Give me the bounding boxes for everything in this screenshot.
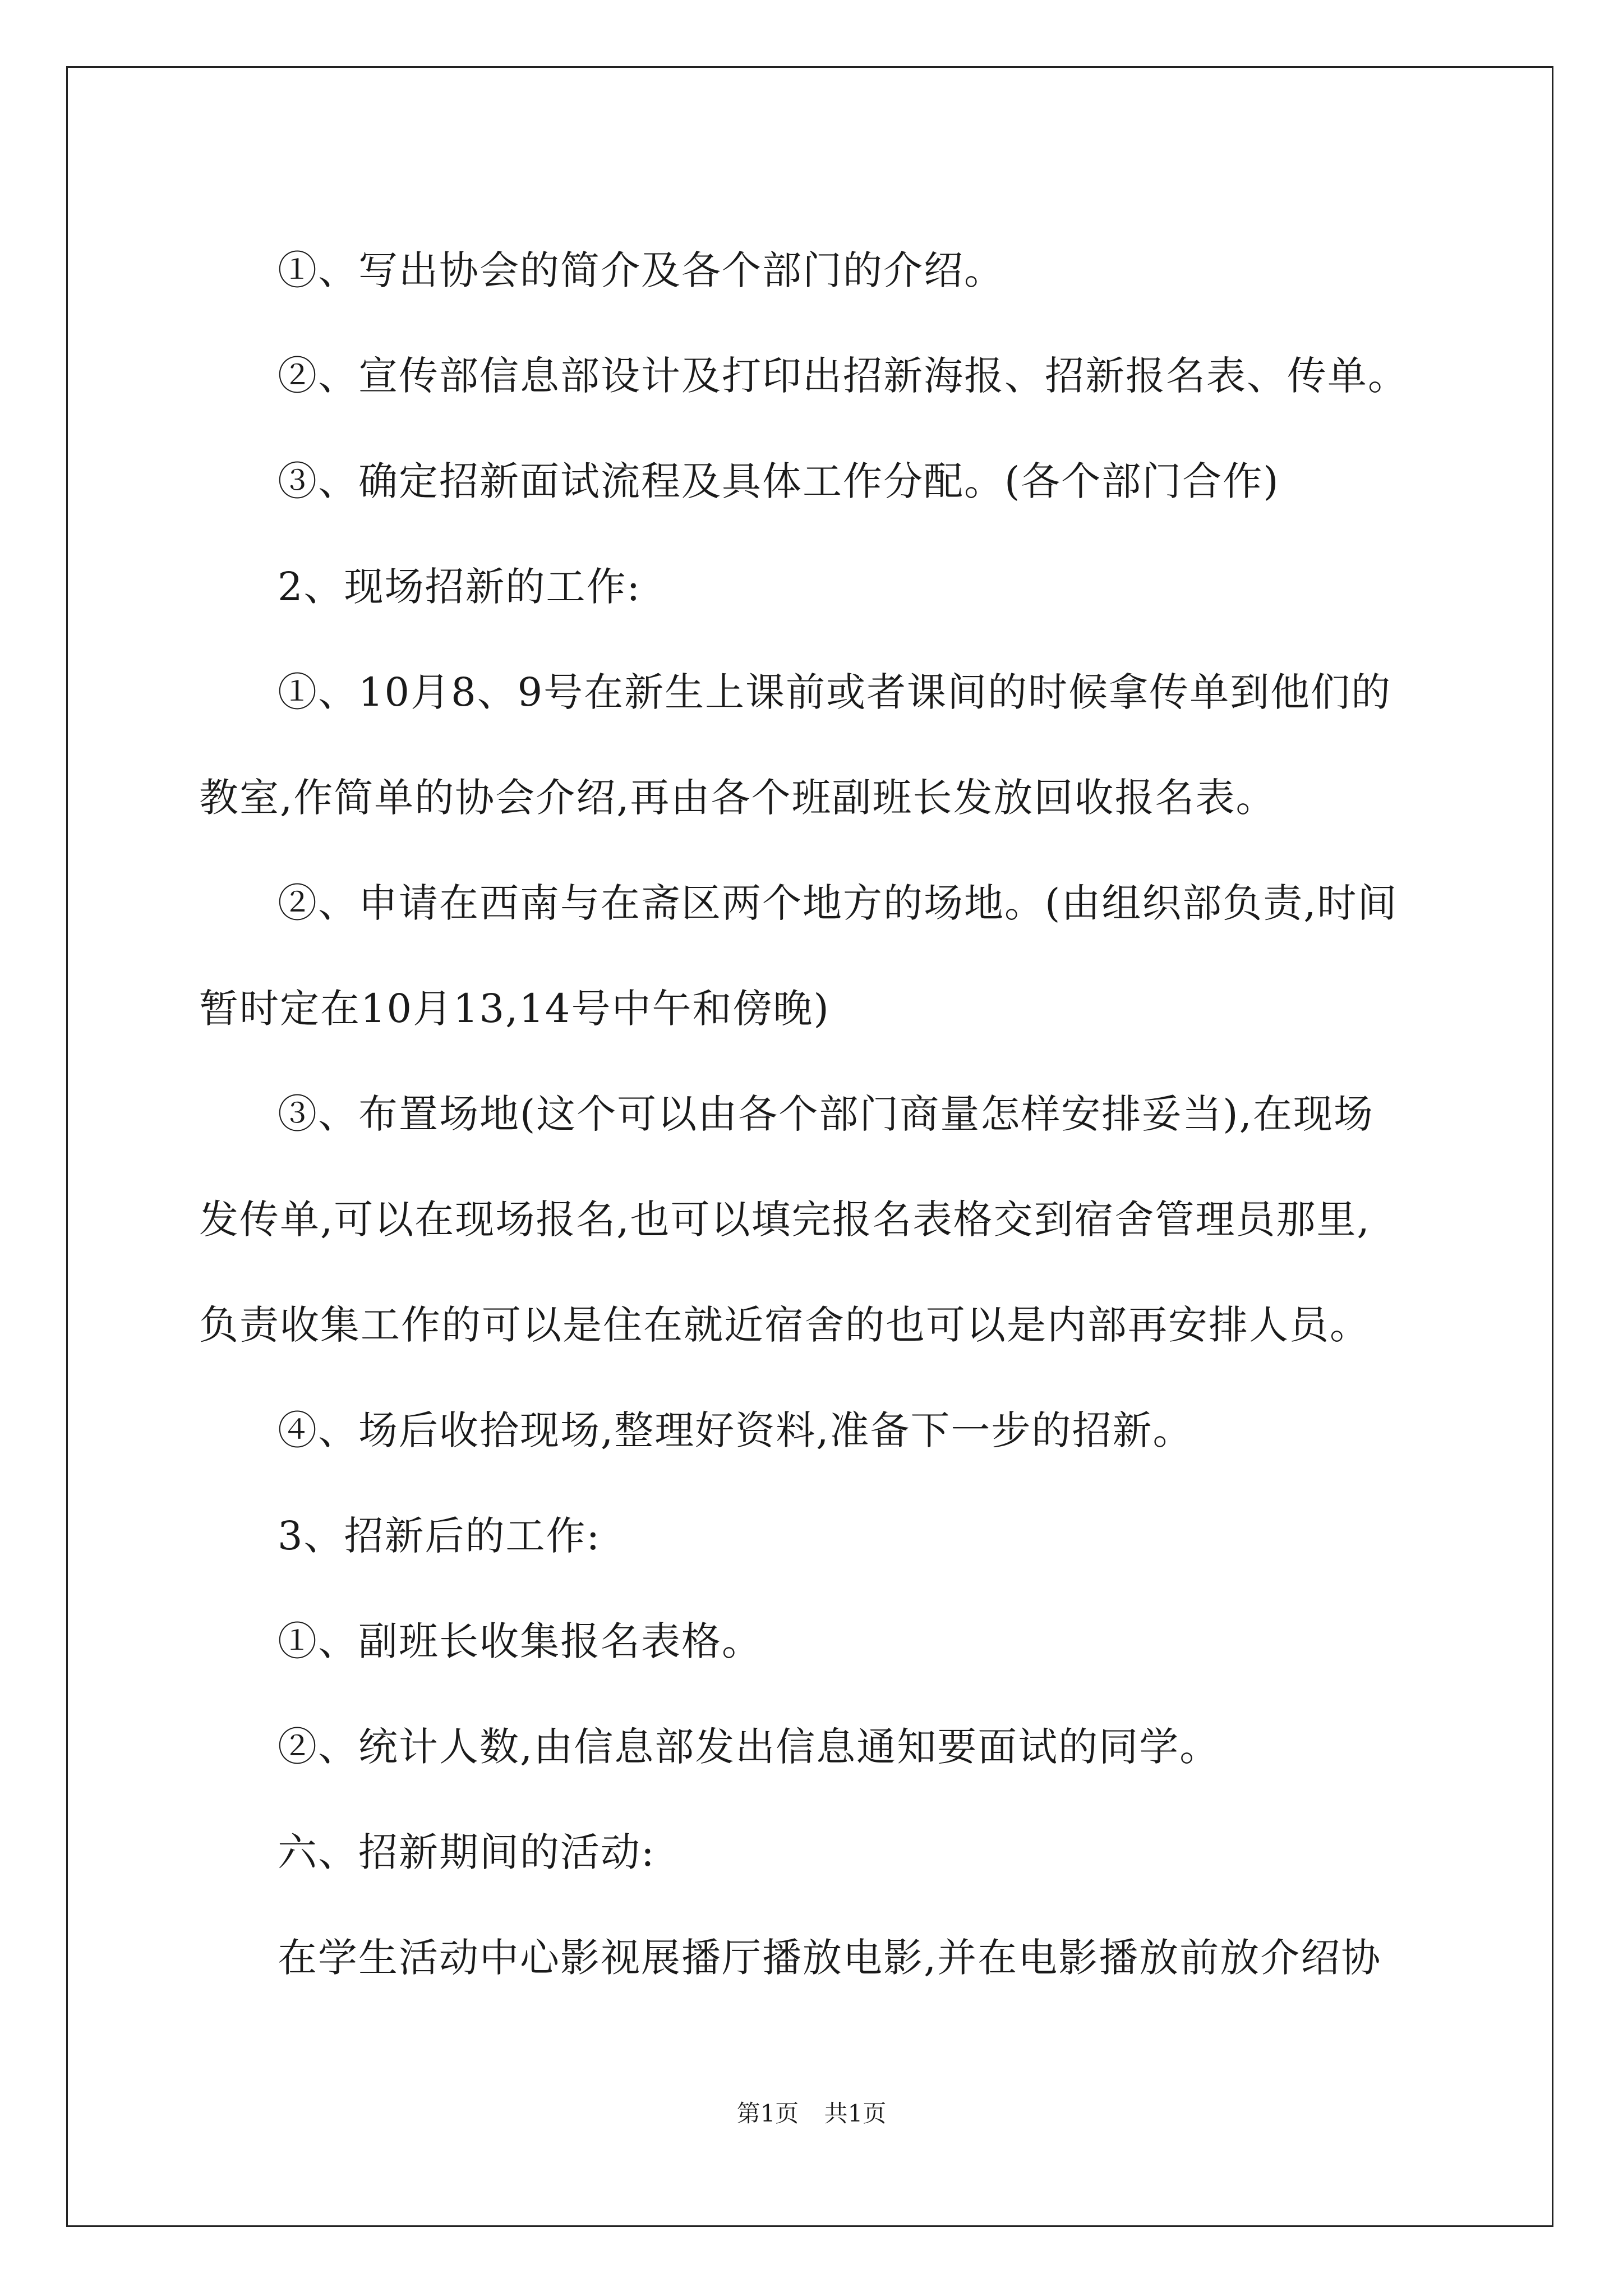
- paragraph-continuation: 发传单,可以在现场报名,也可以填完报名表格交到宿舍管理员那里,: [199, 1197, 1371, 1243]
- page-footer: [0, 2095, 1623, 2129]
- paragraph: ②、统计人数,由信息部发出信息通知要面试的同学。: [278, 1724, 1220, 1770]
- paragraph: ②、申请在西南与在斋区两个地方的场地。(由组织部负责,时间: [278, 880, 1398, 926]
- paragraph: 2、现场招新的工作:: [278, 564, 642, 610]
- paragraph-continuation: 负责收集工作的可以是住在就近宿舍的也可以是内部再安排人员。: [199, 1302, 1370, 1348]
- paragraph: ③、确定招新面试流程及具体工作分配。(各个部门合作): [278, 458, 1280, 504]
- paragraph: 在学生活动中心影视展播厅播放电影,并在电影播放前放介绍协: [278, 1935, 1382, 1981]
- paragraph-continuation: 教室,作简单的协会介绍,再由各个班副班长发放回收报名表。: [199, 775, 1276, 821]
- paragraph: ④、场后收拾现场,整理好资料,准备下一步的招新。: [278, 1407, 1193, 1453]
- section-heading: 六、招新期间的活动:: [278, 1829, 656, 1875]
- paragraph: ②、宣传部信息部设计及打印出招新海报、招新报名表、传单。: [278, 353, 1408, 399]
- page-total: 共1页: [824, 2100, 887, 2127]
- document-body: [199, 218, 1438, 2010]
- paragraph: ③、布置场地(这个可以由各个部门商量怎样安排妥当),在现场: [278, 1091, 1374, 1137]
- page-number: 第1页: [736, 2100, 799, 2127]
- paragraph-continuation: 暂时定在10月13,14号中午和傍晚): [199, 986, 830, 1032]
- paragraph: 3、招新后的工作:: [278, 1513, 601, 1559]
- paragraph: ①、10月8、9号在新生上课前或者课间的时候拿传单到他们的: [278, 669, 1392, 715]
- paragraph: ①、写出协会的简介及各个部门的介绍。: [278, 247, 1004, 293]
- paragraph: ①、副班长收集报名表格。: [278, 1618, 762, 1664]
